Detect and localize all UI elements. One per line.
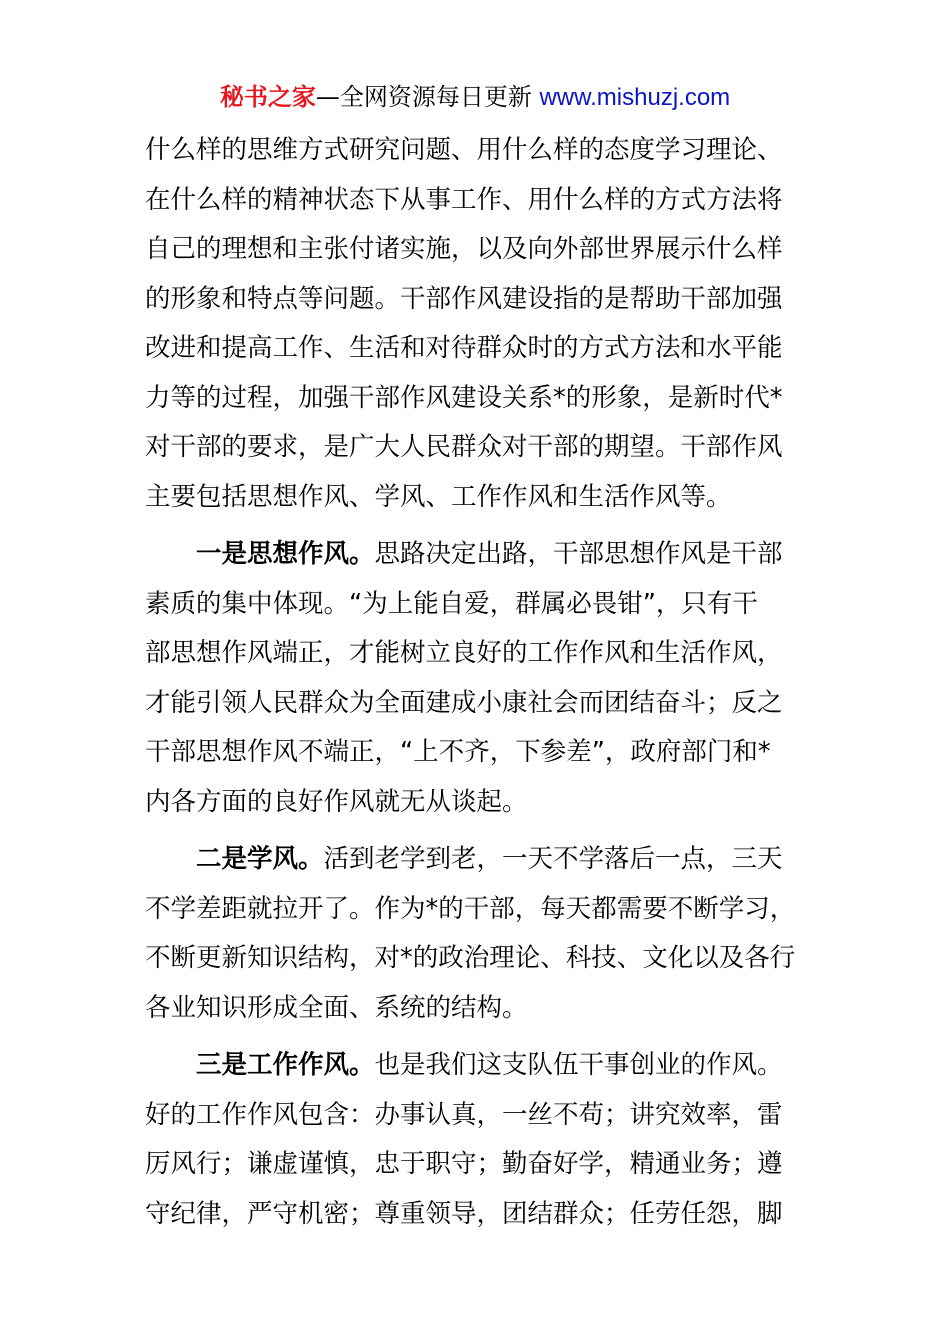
text-line: 什么样的思维方式研究问题、用什么样的态度学习理论、 xyxy=(145,135,783,165)
document-body xyxy=(145,126,809,1239)
section-heading: 一是思想作风。 xyxy=(196,539,375,569)
section-first-line xyxy=(145,1041,809,1091)
site-tagline: —全网资源每日更新 xyxy=(315,83,532,111)
section-first-line xyxy=(145,835,809,885)
text-line: 部思想作风端正，才能树立良好的工作作风和生活作风， xyxy=(145,638,783,668)
text-line: 素质的集中体现。“为上能自爱，群属必畏钳”，只有干 xyxy=(145,588,758,619)
text-line: 对干部的要求，是广大人民群众对干部的期望。干部作风 xyxy=(145,432,783,462)
text-line: 在什么样的精神状态下从事工作、用什么样的方式方法将 xyxy=(145,184,783,215)
intro-paragraph xyxy=(145,126,809,522)
section-ideological-style xyxy=(145,530,809,827)
text-line: 自己的理想和主张付诸实施，以及向外部世界展示什么样 xyxy=(145,234,783,264)
text-line: 改进和提高工作、生活和对待群众时的方式方法和水平能 xyxy=(145,333,783,363)
section-first-line xyxy=(145,530,809,580)
text-line: 好的工作作风包含：办事认真，一丝不苟；讲究效率，雷 xyxy=(145,1099,783,1130)
text-line: 干部思想作风不端正，“上不齐，下参差”，政府部门和* xyxy=(145,737,771,767)
text-line: 主要包括思想作风、学风、工作作风和生活作风等。 xyxy=(145,481,732,512)
site-brand: 秘书之家 xyxy=(219,83,316,111)
text-line: 厉风行；谦虚谨慎，忠于职守；勤奋好学，精通业务；遵 xyxy=(145,1149,783,1179)
text-line: 各业知识形成全面、系统的结构。 xyxy=(145,992,528,1023)
section-study-style xyxy=(145,835,809,1033)
section-heading: 二是学风。 xyxy=(196,844,324,874)
section-lead-text: 也是我们这支队伍干事创业的作风。 xyxy=(374,1050,783,1080)
section-work-style xyxy=(145,1041,809,1239)
site-url[interactable]: www.mishuzj.com xyxy=(539,84,731,111)
text-line: 才能引领人民群众为全面建成小康社会而团结奋斗；反之 xyxy=(145,687,783,718)
text-line: 的形象和特点等问题。干部作风建设指的是帮助干部加强 xyxy=(145,283,783,314)
text-line: 内各方面的良好作风就无从谈起。 xyxy=(145,786,528,817)
text-line: 不断更新知识结构，对*的政治理论、科技、文化以及各行 xyxy=(145,943,796,973)
text-line: 不学差距就拉开了。作为*的干部，每天都需要不断学习， xyxy=(145,893,796,924)
section-lead-text: 活到老学到老，一天不学落后一点，三天 xyxy=(323,844,783,874)
section-lead-text: 思路决定出路，干部思想作风是干部 xyxy=(374,539,783,569)
text-line: 力等的过程，加强干部作风建设关系*的形象，是新时代* xyxy=(145,382,783,413)
text-line: 守纪律，严守机密；尊重领导，团结群众；任劳任怨，脚 xyxy=(145,1198,783,1229)
section-heading: 三是工作作风。 xyxy=(196,1050,375,1080)
page-header xyxy=(0,80,950,115)
